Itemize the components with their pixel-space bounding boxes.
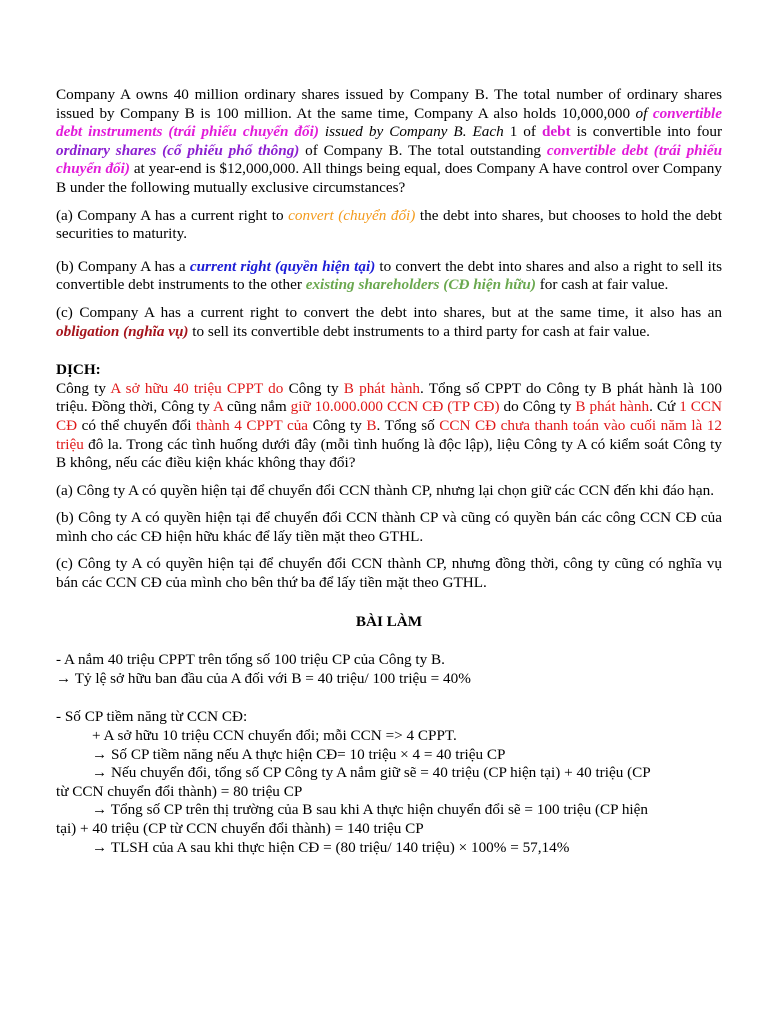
term-debt: debt <box>541 123 571 141</box>
solution-line-8: → TLSH của A sau khi thực hiện CĐ = (80 triệu/ 140 triệu) × 100% = 57,14% <box>92 838 570 856</box>
translation-text: cũng nắm <box>223 398 291 416</box>
translation-highlight: thành 4 CPPT của <box>195 416 309 434</box>
term-convertible-debt-instruments: convertible debt instruments (trái phiếu chuyển đổi) <box>56 104 722 141</box>
translation-highlight: giữ 10.000.000 CCN CĐ (TP CĐ) <box>290 398 500 416</box>
translation-heading: DỊCH: <box>56 361 101 379</box>
intro-text: at year-end is $12,000,000. All things being equal, does Company A have control over Company B under the following mutually exclusive circumstances? <box>56 160 722 196</box>
translation-text: do Công ty <box>499 398 576 416</box>
intro-text: 1 <box>509 123 518 141</box>
solution-line-3: - Số CP tiềm năng từ CCN CĐ: <box>56 708 248 726</box>
term-existing-shareholders: existing shareholders (CĐ hiện hữu) <box>305 276 536 294</box>
case-c-text: to sell its convertible debt instruments to a third party for cash at fair value. <box>188 322 650 340</box>
solution-line-6b: từ CCN chuyển đổi thành) = 80 triệu CP <box>56 782 303 800</box>
case-c-text: (c) Company A has a current right to convert the debt into shares, but at the same time, it also has an <box>56 303 722 321</box>
translation-text: Công ty <box>308 416 367 434</box>
translation-paragraph <box>56 380 722 473</box>
case-b-text: to convert the debt into shares and also a right to sell its convertible debt instruments to the other <box>56 257 722 294</box>
solution-line-2: → Tỷ lệ sở hữu ban đầu của A đối với B = 40 triệu/ 100 triệu = 40% <box>56 669 471 687</box>
solution-line-5: → Số CP tiềm năng nếu A thực hiện CĐ= 10 triệu × 4 = 40 triệu CP <box>92 745 506 763</box>
term-ordinary-shares: ordinary shares (cổ phiếu phổ thông) <box>56 141 300 159</box>
translation-highlight: A <box>212 398 224 416</box>
translation-case-c: (c) Công ty A có quyền hiện tại để chuyển đổi CCN thành CP, nhưng đồng thời, công ty cũng có nghĩa vụ bán các CCN CĐ của mình cho bên thứ ba để lấy tiền mặt theo GTHL. <box>56 555 722 592</box>
translation-highlight: 1 CCN CĐ <box>56 398 722 434</box>
translation-text: . Tổng số CPPT do Công ty B phát hành là 100 triệu. Đồng thời, Công ty <box>56 379 722 416</box>
intro-text: issued by Company B. Each <box>318 123 510 141</box>
solution-line-1: - A nắm 40 triệu CPPT trên tổng số 100 triệu CP của Công ty B. <box>56 651 445 669</box>
solution-line-4: + A sở hữu 10 triệu CCN chuyển đổi; mỗi CCN => 4 CPPT. <box>92 727 457 745</box>
intro-text: Company A owns 40 million ordinary shares issued by Company B. The total number of ordinary shares issued by Company B is 100 million. At the same time, Company A also holds 10,000,000 <box>56 86 722 122</box>
intro-text: of <box>517 123 542 141</box>
term-convert: convert (chuyển đổi) <box>288 206 416 224</box>
solution-line-6a: → Nếu chuyển đổi, tổng số CP Công ty A nắm giữ sẽ = 40 triệu (CP hiện tại) + 40 triệu (CP <box>92 764 651 782</box>
translation-case-b: (b) Công ty A có quyền hiện tại để chuyển đổi CCN thành CP và cũng có quyền bán các công CCN CĐ của mình cho các CĐ hiện hữu khác để lấy tiền mặt theo GTHL. <box>56 509 722 545</box>
translation-text: Công ty <box>56 379 111 397</box>
translation-text: đô la. Trong các tình huống dưới đây (mỗi tình huống là độc lập), liệu Công ty A có kiểm soát Công ty B không, nếu các điều kiện khác không thay đổi? <box>56 435 722 472</box>
term-obligation: obligation (nghĩa vụ) <box>56 322 189 340</box>
case-c-paragraph <box>56 304 722 341</box>
translation-case-a: (a) Công ty A có quyền hiện tại để chuyển đổi CCN thành CP, nhưng lại chọn giữ các CCN đến khi đáo hạn. <box>56 481 715 499</box>
translation-text: Công ty <box>283 379 344 397</box>
translation-highlight: B <box>366 416 377 434</box>
term-convertible-debt: convertible debt (trái phiếu chuyển đổi) <box>56 141 723 178</box>
case-a-text: the debt into shares, but chooses to hold the debt securities to maturity. <box>56 206 722 243</box>
translation-highlight: B phát hành <box>575 398 650 416</box>
translation-highlight: CCN CĐ chưa thanh toán vào cuối năm là 12 triệu <box>56 416 723 453</box>
translation-highlight: B phát hành <box>343 379 421 397</box>
solution-heading: BÀI LÀM <box>355 612 423 630</box>
case-a-text: (a) Company A has a current right to <box>56 206 289 224</box>
intro-text: of Company B. The total outstanding <box>299 141 547 159</box>
solution-line-7a: → Tổng số CP trên thị trường của B sau khi A thực hiện chuyển đổi sẽ = 100 triệu (CP hiện <box>92 801 648 819</box>
case-a-paragraph <box>56 207 722 244</box>
translation-text: có thể chuyển đổi <box>77 416 196 434</box>
case-b-paragraph <box>56 258 722 295</box>
translation-text: . Tổng số <box>376 416 440 434</box>
translation-highlight: A sở hữu 40 triệu CPPT do <box>110 379 284 397</box>
intro-paragraph <box>56 86 722 198</box>
intro-text: is convertible into four <box>570 123 723 141</box>
solution-line-7b: tại) + 40 triệu (CP từ CCN chuyển đổi thành) = 140 triệu CP <box>56 820 424 837</box>
intro-text: of <box>635 104 653 122</box>
case-b-text: for cash at fair value. <box>535 276 669 294</box>
term-current-right: current right (quyền hiện tại) <box>189 257 376 275</box>
case-b-text: (b) Company A has a <box>56 257 190 275</box>
translation-text: . Cứ <box>649 398 680 416</box>
